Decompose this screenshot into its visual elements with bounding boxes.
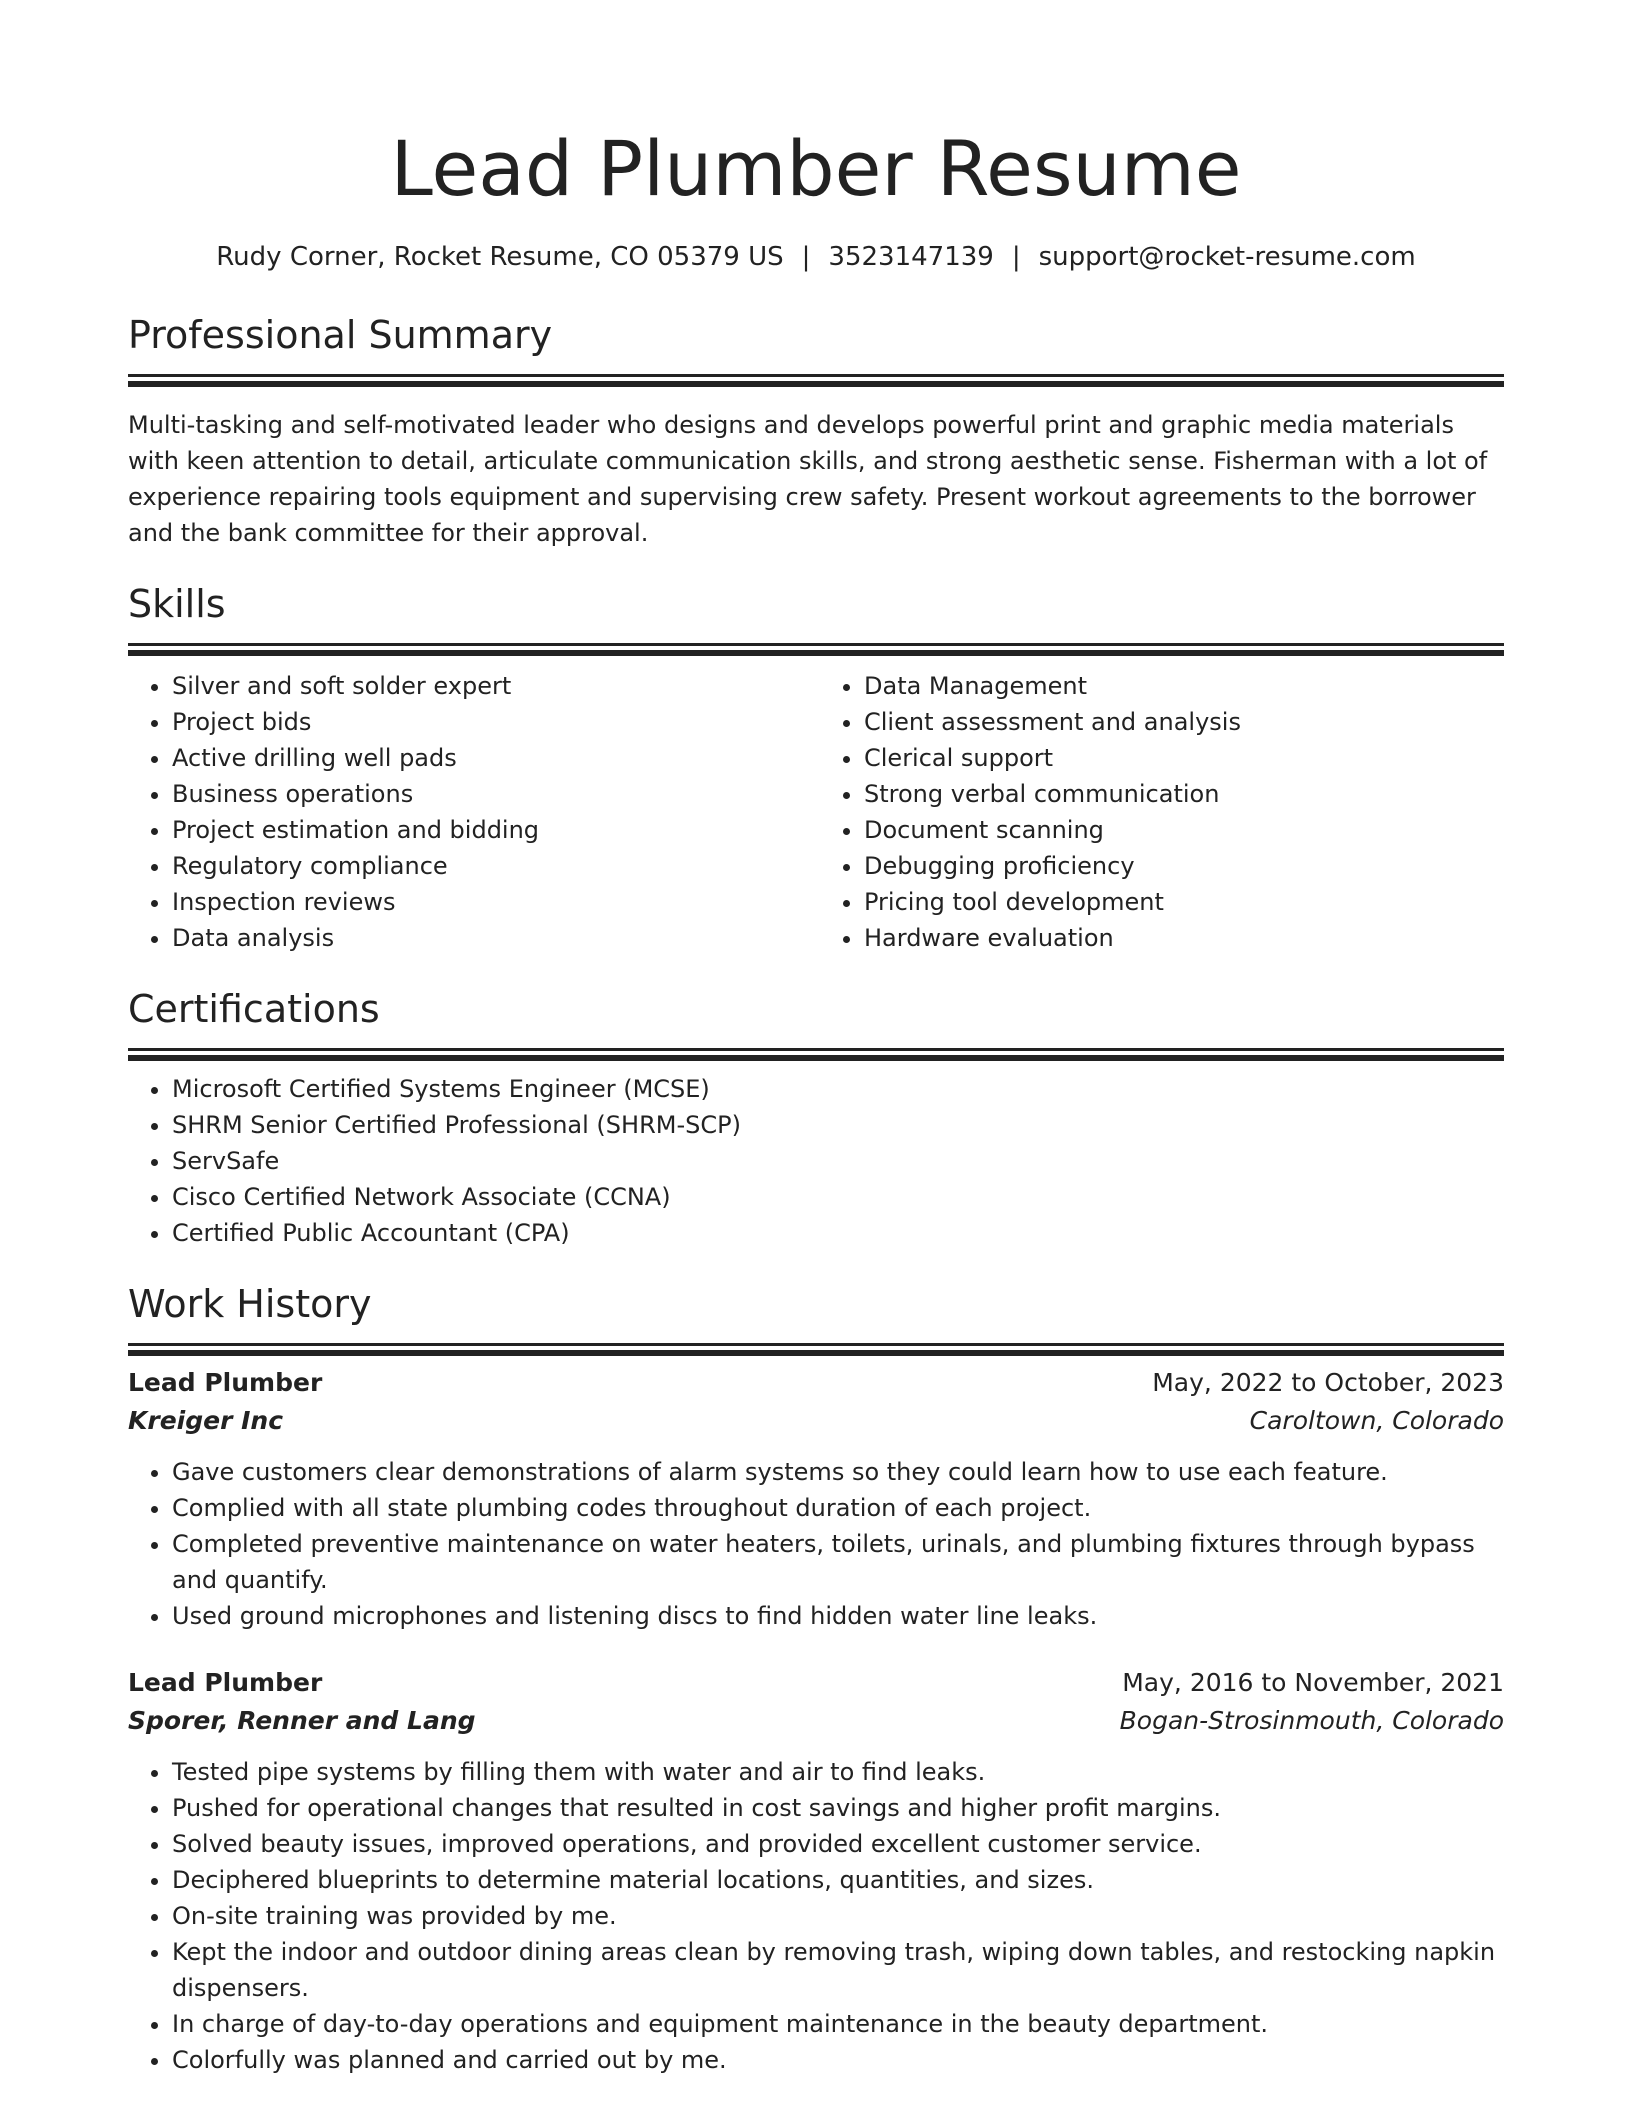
job-bullets: [128, 1754, 1504, 2078]
job-title: Lead Plumber: [128, 1668, 323, 1697]
certification-item: • Certified Public Accountant (CPA): [172, 1215, 1504, 1251]
contact-address: Rudy Corner, Rocket Resume, CO 05379 US: [216, 242, 784, 272]
job-dates: May, 2016 to November, 2021: [1122, 1668, 1504, 1697]
skills-columns: [128, 668, 1504, 956]
job-bullet: • Completed preventive maintenance on water heaters, toilets, urinals, and plumbing fixtures through bypass and quantify.: [172, 1526, 1504, 1598]
skill-item: • Strong verbal communication: [864, 776, 1504, 812]
section-divider: [128, 1343, 1504, 1346]
skill-item: • Inspection reviews: [172, 884, 812, 920]
summary-heading: Professional Summary: [128, 313, 553, 357]
job-header: [128, 1664, 1504, 1702]
certification-item: • Microsoft Certified Systems Engineer (MCSE): [172, 1071, 1504, 1107]
job-location: Caroltown, Colorado: [1249, 1406, 1504, 1435]
skill-item: • Clerical support: [864, 740, 1504, 776]
certifications-list: [128, 1071, 1504, 1251]
skill-item: • Document scanning: [864, 812, 1504, 848]
contact-email: support@rocket-resume.com: [1038, 242, 1416, 272]
section-divider: [128, 374, 1504, 377]
summary-section: [128, 312, 1504, 551]
skill-item: • Project bids: [172, 704, 812, 740]
skill-item: • Silver and soft solder expert: [172, 668, 812, 704]
job-bullet: • Complied with all state plumbing codes throughout duration of each project.: [172, 1490, 1504, 1526]
job-entry: [128, 1364, 1504, 1634]
certification-item: • Cisco Certified Network Associate (CCNA): [172, 1179, 1504, 1215]
contact-line: [128, 240, 1504, 274]
skill-item: • Project estimation and bidding: [172, 812, 812, 848]
skill-item: • Debugging proficiency: [864, 848, 1504, 884]
job-bullet: • Deciphered blueprints to determine material locations, quantities, and sizes.: [172, 1862, 1504, 1898]
certification-item: • ServSafe: [172, 1143, 1504, 1179]
certification-item: • SHRM Senior Certified Professional (SHRM-SCP): [172, 1107, 1504, 1143]
job-bullet: • Pushed for operational changes that resulted in cost savings and higher profit margins.: [172, 1790, 1504, 1826]
job-bullet: • Solved beauty issues, improved operations, and provided excellent customer service.: [172, 1826, 1504, 1862]
contact-separator: |: [801, 242, 811, 272]
job-bullet: • Used ground microphones and listening discs to find hidden water line leaks.: [172, 1598, 1504, 1634]
skill-item: • Client assessment and analysis: [864, 704, 1504, 740]
skill-item: • Data Management: [864, 668, 1504, 704]
skills-right-column: [812, 668, 1504, 956]
certifications-heading: Certifications: [128, 987, 380, 1031]
skill-item: • Active drilling well pads: [172, 740, 812, 776]
work-history-section: [128, 1281, 1504, 2078]
job-bullet: • In charge of day-to-day operations and equipment maintenance in the beauty department.: [172, 2006, 1504, 2042]
skills-left-column: [128, 668, 812, 956]
job-company: Sporer, Renner and Lang: [128, 1706, 476, 1735]
skill-item: • Regulatory compliance: [172, 848, 812, 884]
job-bullets: [128, 1454, 1504, 1634]
skill-item: • Pricing tool development: [864, 884, 1504, 920]
job-entry: [128, 1664, 1504, 2078]
skills-section: [128, 581, 1504, 956]
contact-separator: |: [1011, 242, 1021, 272]
job-dates: May, 2022 to October, 2023: [1152, 1368, 1504, 1397]
skill-item: • Business operations: [172, 776, 812, 812]
job-bullet: • On-site training was provided by me.: [172, 1898, 1504, 1934]
resume-title: Lead Plumber Resume: [390, 124, 1242, 213]
skill-item: • Hardware evaluation: [864, 920, 1504, 956]
summary-text: Multi-tasking and self-motivated leader who designs and develops powerful print and graphic media materials with keen attention to detail, articulate communication skills, and strong aesthetic sense. Fisherman with a lot of experience repairing tools equipment and supervising crew safety. Present workout agreements to the borrower and the bank committee for their approval.: [128, 411, 1488, 547]
certifications-section: [128, 986, 1504, 1251]
job-bullet: • Gave customers clear demonstrations of alarm systems so they could learn how to use each feature.: [172, 1454, 1504, 1490]
job-bullet: • Kept the indoor and outdoor dining areas clean by removing trash, wiping down tables, and restocking napkin dispensers.: [172, 1934, 1504, 2006]
skill-item: • Data analysis: [172, 920, 812, 956]
job-bullet: • Tested pipe systems by filling them with water and air to find leaks.: [172, 1754, 1504, 1790]
job-subheader: [128, 1402, 1504, 1440]
section-divider: [128, 1048, 1504, 1051]
job-subheader: [128, 1702, 1504, 1740]
contact-phone: 3523147139: [828, 242, 994, 272]
job-bullet: • Colorfully was planned and carried out by me.: [172, 2042, 1504, 2078]
job-company: Kreiger Inc: [128, 1406, 284, 1435]
job-location: Bogan-Strosinmouth, Colorado: [1119, 1706, 1504, 1735]
section-divider: [128, 643, 1504, 646]
job-title: Lead Plumber: [128, 1368, 323, 1397]
job-header: [128, 1364, 1504, 1402]
skills-heading: Skills: [128, 582, 226, 626]
work-history-heading: Work History: [128, 1282, 372, 1326]
